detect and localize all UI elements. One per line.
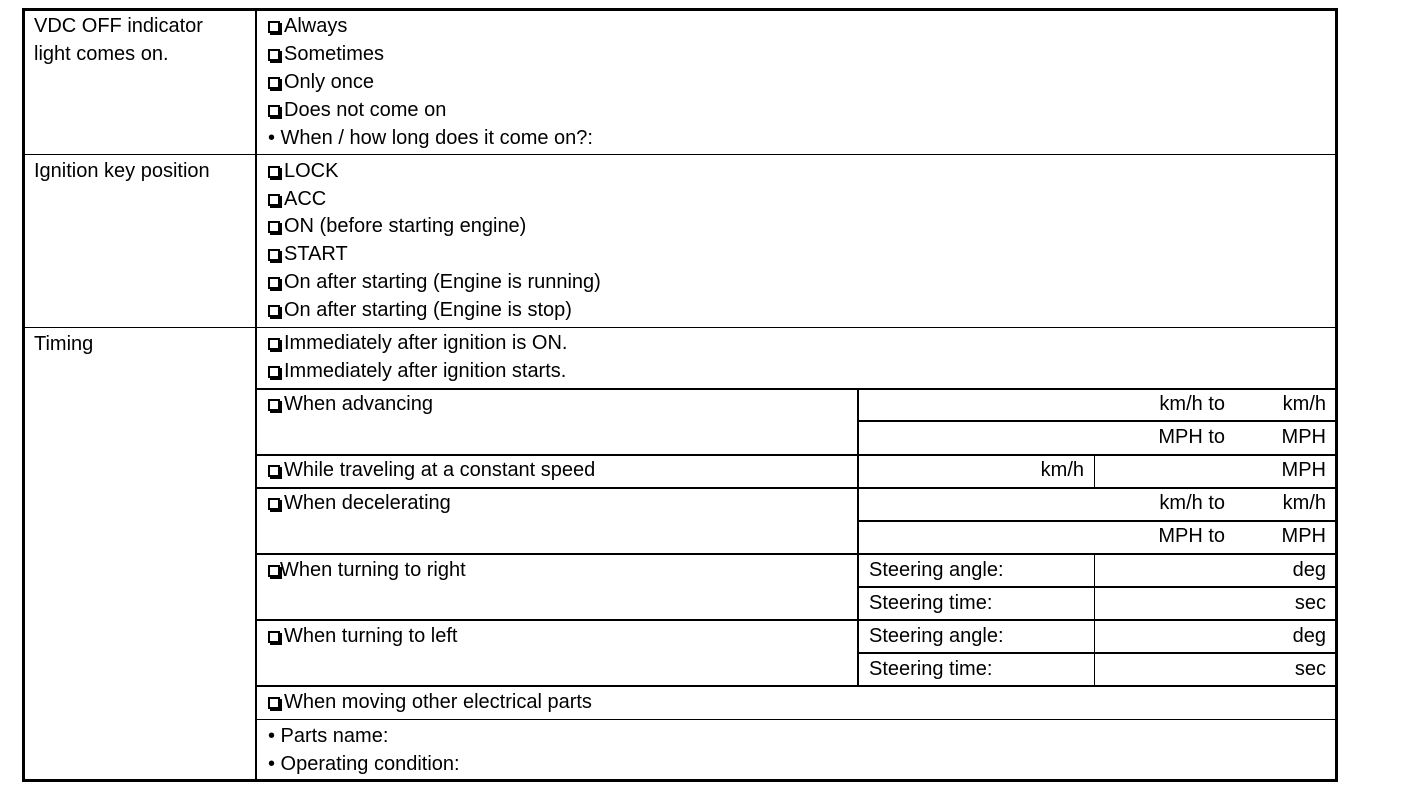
checkbox-icon[interactable] (268, 105, 280, 117)
vdc-option-always[interactable]: Always (268, 14, 347, 38)
turn-left-time-label: Steering time: (869, 658, 993, 680)
checkbox-icon[interactable] (268, 399, 280, 411)
checkbox-icon[interactable] (268, 21, 280, 33)
checkbox-icon[interactable] (268, 465, 280, 477)
operating-condition-label: • Operating condition: (268, 753, 460, 775)
decelerating-kmh-to: km/h to (1159, 492, 1225, 514)
vdc-option-only-once[interactable]: Only once (268, 70, 374, 94)
vdc-option-sometimes[interactable]: Sometimes (268, 42, 384, 66)
subtable-line-right-mid (858, 586, 1336, 588)
ignition-option-acc[interactable]: ACC (268, 187, 326, 211)
vdc-question: • When / how long does it come on?: (268, 127, 593, 149)
timing-option-turn-left[interactable]: When turning to left (268, 624, 457, 648)
subtable-vertical-constant (1094, 455, 1095, 488)
timing-option-turn-right[interactable]: When turning to right (268, 558, 466, 582)
subtable-vertical-steering (1094, 554, 1095, 687)
advancing-mph-to: MPH to (1158, 426, 1225, 448)
vdc-label-line2: light comes on. (34, 43, 169, 65)
checkbox-icon[interactable] (268, 565, 280, 577)
constant-kmh: km/h (1040, 459, 1084, 481)
checkbox-icon[interactable] (268, 221, 280, 233)
checkbox-icon[interactable] (268, 366, 280, 378)
turn-right-time-label: Steering time: (869, 592, 993, 614)
checkbox-icon[interactable] (268, 166, 280, 178)
turn-right-angle-label: Steering angle: (869, 559, 1004, 581)
turn-left-time-unit: sec (1294, 658, 1326, 680)
vdc-option-not-on[interactable]: Does not come on (268, 98, 446, 122)
timing-label: Timing (34, 333, 94, 355)
advancing-kmh: km/h (1282, 393, 1326, 415)
checkbox-icon[interactable] (268, 194, 280, 206)
turn-right-time-unit: sec (1294, 592, 1326, 614)
turn-right-angle-unit: deg (1292, 559, 1326, 581)
subtable-line-left-end (256, 685, 1336, 687)
subtable-line-right-end (256, 619, 1336, 621)
decelerating-kmh: km/h (1282, 492, 1326, 514)
timing-option-ignition-starts[interactable]: Immediately after ignition starts. (268, 359, 566, 383)
subtable-line-left-mid (858, 652, 1336, 654)
constant-mph: MPH (1281, 459, 1326, 481)
checkbox-icon[interactable] (268, 338, 280, 350)
checkbox-icon[interactable] (268, 49, 280, 61)
ignition-option-stop[interactable]: On after starting (Engine is stop) (268, 298, 572, 322)
checkbox-icon[interactable] (268, 631, 280, 643)
checkbox-icon[interactable] (268, 305, 280, 317)
vdc-label-line1: VDC OFF indicator (34, 15, 203, 37)
timing-option-constant-speed[interactable]: While traveling at a constant speed (268, 458, 595, 482)
ignition-option-running[interactable]: On after starting (Engine is running) (268, 270, 601, 294)
decelerating-mph-to: MPH to (1158, 525, 1225, 547)
subtable-line-constant-end (256, 487, 1336, 489)
turn-left-angle-label: Steering angle: (869, 625, 1004, 647)
checkbox-icon[interactable] (268, 697, 280, 709)
subtable-line-electrical-end (256, 719, 1336, 720)
timing-option-ignition-on[interactable]: Immediately after ignition is ON. (268, 331, 567, 355)
turn-left-angle-unit: deg (1292, 625, 1326, 647)
subtable-line-decel-mid (858, 520, 1336, 522)
label-column-divider (255, 10, 257, 780)
subtable-top-line (256, 388, 1336, 390)
advancing-kmh-to: km/h to (1159, 393, 1225, 415)
checkbox-icon[interactable] (268, 249, 280, 261)
timing-option-decelerating[interactable]: When decelerating (268, 491, 451, 515)
timing-option-advancing[interactable]: When advancing (268, 392, 433, 416)
row-divider-ignition-timing (24, 327, 1336, 328)
decelerating-mph: MPH (1281, 525, 1326, 547)
subtable-vertical-main (857, 389, 859, 687)
row-divider-vdc-ignition (24, 154, 1336, 155)
ignition-option-on[interactable]: ON (before starting engine) (268, 214, 526, 238)
subtable-line-decel-end (256, 553, 1336, 555)
ignition-option-lock[interactable]: LOCK (268, 159, 338, 183)
subtable-line-advancing-mid (858, 420, 1336, 422)
checkbox-icon[interactable] (268, 77, 280, 89)
checkbox-icon[interactable] (268, 498, 280, 510)
ignition-label: Ignition key position (34, 160, 210, 182)
parts-name-label: • Parts name: (268, 725, 389, 747)
timing-option-electrical-parts[interactable]: When moving other electrical parts (268, 690, 592, 714)
subtable-line-advancing-end (256, 454, 1336, 456)
checkbox-icon[interactable] (268, 277, 280, 289)
ignition-option-start[interactable]: START (268, 242, 348, 266)
advancing-mph: MPH (1281, 426, 1326, 448)
